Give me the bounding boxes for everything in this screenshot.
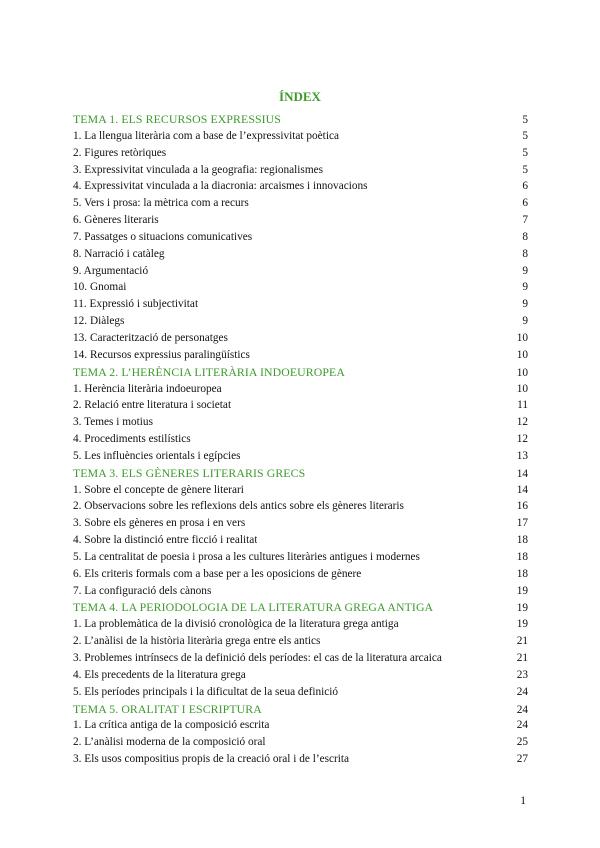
toc-entry-label: 1. Sobre el concepte de gènere literari xyxy=(73,483,244,496)
toc-entry-label: 11. Expressió i subjectivitat xyxy=(73,298,199,311)
toc-entry-label: 13. Caracterització de personatges xyxy=(73,331,228,344)
toc-entry-label: 6. Els criteris formals com a base per a les oposicions de gènere xyxy=(73,567,362,580)
toc-entry xyxy=(73,515,528,532)
toc-entry-label: 7. Passatges o situacions comunicatives xyxy=(73,230,253,243)
toc-chapter-heading xyxy=(73,465,528,482)
toc-entry-page: 12 xyxy=(516,416,528,429)
toc-entry-page: 19 xyxy=(516,618,528,631)
toc-entry-label: 1. La problemàtica de la divisió cronològica de la literatura grega antiga xyxy=(73,618,399,631)
toc-entry xyxy=(73,178,528,195)
toc-entry-page: 5 xyxy=(522,114,528,126)
toc-entry xyxy=(73,381,528,398)
toc-entry-page: 18 xyxy=(516,567,528,580)
toc-entry-label: 4. Procediments estilístics xyxy=(73,433,191,446)
toc-entry-label: TEMA 4. LA PERIODOLOGIA DE LA LITERATURA GREGA ANTIGA xyxy=(73,600,434,615)
toc-chapter-heading xyxy=(73,364,528,381)
toc-entry xyxy=(73,667,528,684)
toc-entry-page: 19 xyxy=(516,602,528,615)
toc-entry xyxy=(73,397,528,414)
toc-entry-page: 5 xyxy=(522,146,528,159)
toc-entry-page: 27 xyxy=(516,753,528,766)
toc-entry-label: 2. Relació entre literatura i societat xyxy=(73,399,232,412)
toc-entry xyxy=(73,431,528,448)
toc-entry xyxy=(73,684,528,701)
toc-entry-page: 9 xyxy=(522,298,528,311)
toc-entry-label: 12. Diàlegs xyxy=(73,315,125,328)
toc-entry-label: 1. La crítica antiga de la composició escrita xyxy=(73,719,270,732)
toc-entry-page: 24 xyxy=(516,719,528,732)
toc-entry xyxy=(73,751,528,768)
toc-entry-label: 4. Expressivitat vinculada a la diacronia: arcaismes i innovacions xyxy=(73,180,368,193)
toc-entry-label: TEMA 5. ORALITAT I ESCRIPTURA xyxy=(73,701,262,716)
toc-entry-label: 5. Les influències orientals i egípcies xyxy=(73,449,241,462)
toc-entry-page: 18 xyxy=(516,534,528,547)
toc-entry-label: 7. La configuració dels cànons xyxy=(73,584,212,597)
toc-entry xyxy=(73,279,528,296)
toc-entry xyxy=(73,263,528,280)
toc-entry-label: 3. Els usos compositius propis de la creació oral i de l’escrita xyxy=(73,753,350,766)
toc-entry-label: 3. Temes i motius xyxy=(73,416,153,429)
page-title: ÍNDEX xyxy=(279,89,321,104)
toc-entry-page: 7 xyxy=(522,214,528,227)
toc-entry xyxy=(73,448,528,465)
toc-entry-label: 2. L’anàlisi moderna de la composició oral xyxy=(73,736,266,749)
toc-entry-label: 2. Observacions sobre les reflexions dels antics sobre els gèneres literaris xyxy=(73,500,404,513)
toc-entry-label: 14. Recursos expressius paralingüístics xyxy=(73,348,250,361)
toc-entry-page: 8 xyxy=(522,230,528,243)
toc-entry xyxy=(73,330,528,347)
toc-entry xyxy=(73,650,528,667)
toc-entry xyxy=(73,498,528,515)
toc-entry xyxy=(73,212,528,229)
toc-chapter-heading xyxy=(73,701,528,718)
toc-entry-page: 5 xyxy=(522,163,528,176)
toc-entry xyxy=(73,229,528,246)
toc-entry-page: 13 xyxy=(516,449,528,462)
toc-entry xyxy=(73,414,528,431)
toc-entry-page: 9 xyxy=(522,264,528,277)
toc-entry xyxy=(73,296,528,313)
toc-entry-page: 24 xyxy=(516,685,528,698)
toc-entry xyxy=(73,532,528,549)
toc-entry-page: 9 xyxy=(522,281,528,294)
toc-entry-label: 9. Argumentació xyxy=(73,264,149,277)
toc-entry-page: 19 xyxy=(516,584,528,597)
toc-entry-page: 5 xyxy=(522,129,528,142)
toc-entry xyxy=(73,195,528,212)
toc-entry-page: 18 xyxy=(516,550,528,563)
toc-entry-page: 8 xyxy=(522,247,528,260)
toc-entry-label: 3. Problemes intrínsecs de la definició dels períodes: el cas de la literatura arcaica xyxy=(73,652,442,664)
toc-entry-page: 24 xyxy=(516,703,528,716)
toc-entry xyxy=(73,583,528,600)
toc-entry-page: 12 xyxy=(516,433,528,446)
toc-entry-label: 2. L’anàlisi de la història literària grega entre els antics xyxy=(73,635,321,648)
toc-entry xyxy=(73,482,528,499)
toc-entry-page: 10 xyxy=(516,331,528,344)
toc-entry-label: TEMA 2. L’HERÈNCIA LITERÀRIA INDOEUROPEA xyxy=(73,364,345,379)
toc-entry-page: 11 xyxy=(517,399,528,412)
toc-entry-page: 21 xyxy=(516,635,528,648)
toc-entry-page: 14 xyxy=(516,467,528,480)
toc-entry-label: 10. Gnomai xyxy=(73,281,127,294)
toc-entry-label: 6. Gèneres literaris xyxy=(73,214,159,227)
toc-entry xyxy=(73,246,528,263)
toc-entry-page: 9 xyxy=(522,315,528,328)
toc-entry-page: 21 xyxy=(516,652,528,664)
toc-entry-page: 16 xyxy=(516,500,528,513)
toc-entry xyxy=(73,145,528,162)
toc-entry-page: 10 xyxy=(516,348,528,361)
toc-entry xyxy=(73,549,528,566)
toc-entry-page: 23 xyxy=(516,668,528,681)
toc-entry xyxy=(73,566,528,583)
toc-entry-label: 8. Narració i catàleg xyxy=(73,247,165,260)
table-of-contents xyxy=(73,111,528,768)
toc-entry-label: 1. La llengua literària com a base de l’expressivitat poètica xyxy=(73,129,339,142)
toc-entry xyxy=(73,616,528,633)
toc-entry xyxy=(73,734,528,751)
toc-entry-label: 2. Figures retòriques xyxy=(73,146,167,159)
toc-chapter-heading xyxy=(73,599,528,616)
toc-entry-page: 6 xyxy=(522,180,528,193)
toc-entry xyxy=(73,313,528,330)
toc-entry-label: 5. Els períodes principals i la dificultat de la seua definició xyxy=(73,685,339,698)
toc-entry-page: 10 xyxy=(516,366,528,379)
toc-entry xyxy=(73,717,528,734)
toc-entry-page: 25 xyxy=(516,736,528,749)
toc-entry-label: TEMA 1. ELS RECURSOS EXPRESSIUS xyxy=(73,112,281,126)
toc-entry-page: 17 xyxy=(516,517,528,530)
toc-entry-label: TEMA 3. ELS GÈNERES LITERARIS GRECS xyxy=(73,465,306,480)
toc-entry xyxy=(73,347,528,364)
toc-entry-label: 4. Sobre la distinció entre ficció i realitat xyxy=(73,534,258,547)
toc-chapter-heading xyxy=(73,111,528,128)
toc-entry xyxy=(73,128,528,145)
toc-entry xyxy=(73,162,528,179)
toc-entry-page: 10 xyxy=(516,382,528,395)
toc-entry-page: 14 xyxy=(516,483,528,496)
toc-entry-label: 3. Expressivitat vinculada a la geografia: regionalismes xyxy=(73,163,324,176)
toc-entry-label: 4. Els precedents de la literatura grega xyxy=(73,668,246,681)
toc-entry-label: 1. Herència literària indoeuropea xyxy=(73,382,222,395)
toc-entry xyxy=(73,633,528,650)
toc-entry-label: 5. Vers i prosa: la mètrica com a recurs xyxy=(73,197,249,210)
toc-entry-page: 6 xyxy=(522,197,528,210)
page-number: 1 xyxy=(520,795,526,807)
toc-entry-label: 5. La centralitat de poesia i prosa a les cultures literàries antigues i modernes xyxy=(73,550,420,563)
toc-entry-label: 3. Sobre els gèneres en prosa i en vers xyxy=(73,517,246,530)
